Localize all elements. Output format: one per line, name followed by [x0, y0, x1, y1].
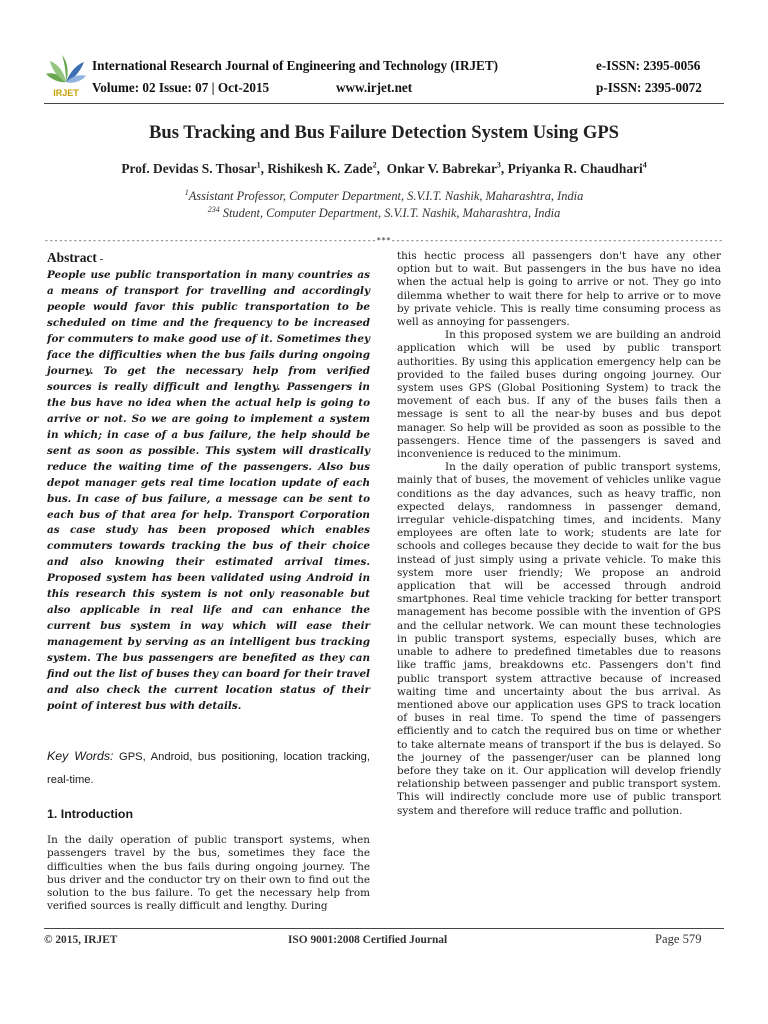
keywords-text: GPS, Android, bus positioning, location tracking, real-time. [47, 750, 370, 786]
author-mark: 1 [256, 160, 261, 170]
author-name: Prof. Devidas S. Thosar [121, 161, 257, 176]
leaf-icon [44, 52, 88, 98]
copyright: © 2015, IRJET [44, 934, 118, 946]
affiliation [0, 189, 768, 204]
footer-rule [44, 928, 724, 929]
introduction-heading: 1. Introduction [47, 806, 134, 821]
left-column [47, 251, 370, 913]
section-divider: ---------------------------------------------------------------------***--------------------------------------------------------------------- [44, 236, 724, 245]
affiliation [0, 206, 768, 221]
keywords-label: Key Words: [47, 748, 114, 763]
body-paragraph: In the daily operation of public transport systems, mainly that of buses, the movement of vehicles unlike vague conditions as the day advances, such as heavy traffic, non expected delays, randomness in passenger demand, irregular vehicle-dispatching times, and incidents. Many employees are often late to work; students are late for schools and colleges because they decide to wait for the bus instead of just simply using a private vehicle. To make this system more user friendly; We propose an android application that will be accessed through android smartphones. Real time vehicle tracking for better transport management has become possible with the invention of GPS and the cellular network. We can mount these technologies in public transport systems, especially buses, which are unable to adhere to predefined timetables due to reasons like traffic jams, breakdowns etc. Passengers don't find public transport system attractive because of increased waiting time and uncertainty about the bus arrival. As mentioned above our application uses GPS to track location of buses in real time. To spend the time of passengers efficiently and to catch the required bus on time or whether to take alternate means of transport if the bus is delayed. So the journey of the passenger/user can be planned long before they take on it. Our application will develop friendly relationship between passenger and public transport system. This will indirectly conclude more use of public transport system and therefore will reduce traffic and pollution. [397, 461, 721, 817]
abstract-heading [47, 251, 370, 266]
right-column [397, 250, 721, 818]
body-paragraph: this hectic process all passengers don't have any other option but to wait. But passengers in the bus have no idea when the actual help is going to arrive or not. They go into dilemma whether to wait there for help to arrive or to move by private vehicle. This is really time consuming process as well as annoying for passengers. [397, 250, 721, 329]
journal-url[interactable]: www.irjet.net [336, 80, 413, 95]
author-mark: 3 [496, 160, 501, 170]
journal-name: International Research Journal of Engineering and Technology (IRJET) [92, 58, 499, 73]
author-mark: 4 [642, 160, 647, 170]
abstract-dash: - [96, 253, 104, 265]
irjet-logo [44, 52, 88, 98]
affiliation-text: Assistant Professor, Computer Department, S.V.I.T. Nashik, Maharashtra, India [188, 189, 584, 203]
author-name: Rishikesh K. Zade [267, 161, 373, 176]
affiliation-mark: 1 [184, 187, 189, 197]
page-number: Page 579 [655, 932, 702, 946]
body-paragraph: In this proposed system we are building an android application which will be used by public transport authorities. By using this application emergency help can be provided to the failed buses during ongoing journey. Our system uses GPS (Global Positioning System) to track the movement of each bus. If any of the buses fails then a message is sent to all the near-by buses and bus depot manager. So help will be provided as soon as possible to the passengers. Hence time of the passengers is saved and inconvenience is reduced to the minimum. [397, 329, 721, 461]
author-list: Prof. Devidas S. Thosar$^1$, Rishikesh K. Zade$^2$, Onkar V. Babrekar$^3$, Priyanka R. Chaudhari$^4$ [121, 160, 647, 176]
affiliation-mark: 234 [207, 204, 220, 214]
abstract-heading-text: Abstract [47, 250, 97, 265]
e-issn: e-ISSN: 2395-0056 [596, 58, 701, 73]
abstract-text: People use public transportation in many countries as a means of transport for travelling and accordingly people would favor this public transportation to be scheduled on time and the frequency to be increased for commuters to make good use of it. Sometimes they face the difficulties when the bus fails during ongoing journey. To get the necessary help from verified sources is really difficult and lengthy. Passengers in the bus have no idea when the actual help is going to arrive or not. So we are going to implement a system in which; in case of a bus failure, the help should be sent as soon as possible. This system will drastically reduce the waiting time of the passengers. Also bus depot manager gets real time location update of each bus. In case of bus failure, a message can be sent to each bus of that area for help. Transport Corporation as case study has been proposed which enables commuters towards tracking the bus of their choice and also knowing their estimated arrival times. Proposed system has been validated using Android in this research this system is not only reasonable but also applicable in real life and can enhance the current bus system in way which will ease their management by serving as an intelligent bus tracking system. The bus passengers are benefited as they can find out the list of buses they can board for their travel and also check the current location status of their point of interest bus with details. [47, 269, 370, 712]
introduction-paragraph: In the daily operation of public transport systems, when passengers travel by the bus, sometimes they face the difficulties when the bus fails during ongoing journey. The bus driver and the conductor try on their own to find out the solution to the bus failure. To get the necessary help from verified sources is really difficult and lengthy. During [47, 834, 370, 913]
header-rule [44, 103, 724, 104]
iso-certification: ISO 9001:2008 Certified Journal [288, 934, 448, 946]
author-name: Priyanka R. Chaudhari [507, 161, 643, 176]
author-mark: 2 [372, 160, 377, 170]
author-name: Onkar V. Babrekar [386, 161, 497, 176]
logo-text: IRJET [53, 88, 79, 98]
volume-issue: Volume: 02 Issue: 07 | Oct-2015 [92, 80, 270, 95]
keywords [47, 745, 370, 792]
affiliation-text: Student, Computer Department, S.V.I.T. Nashik, Maharashtra, India [219, 206, 561, 220]
paper-title: Bus Tracking and Bus Failure Detection System Using GPS [148, 122, 620, 143]
p-issn: p-ISSN: 2395-0072 [596, 80, 702, 95]
